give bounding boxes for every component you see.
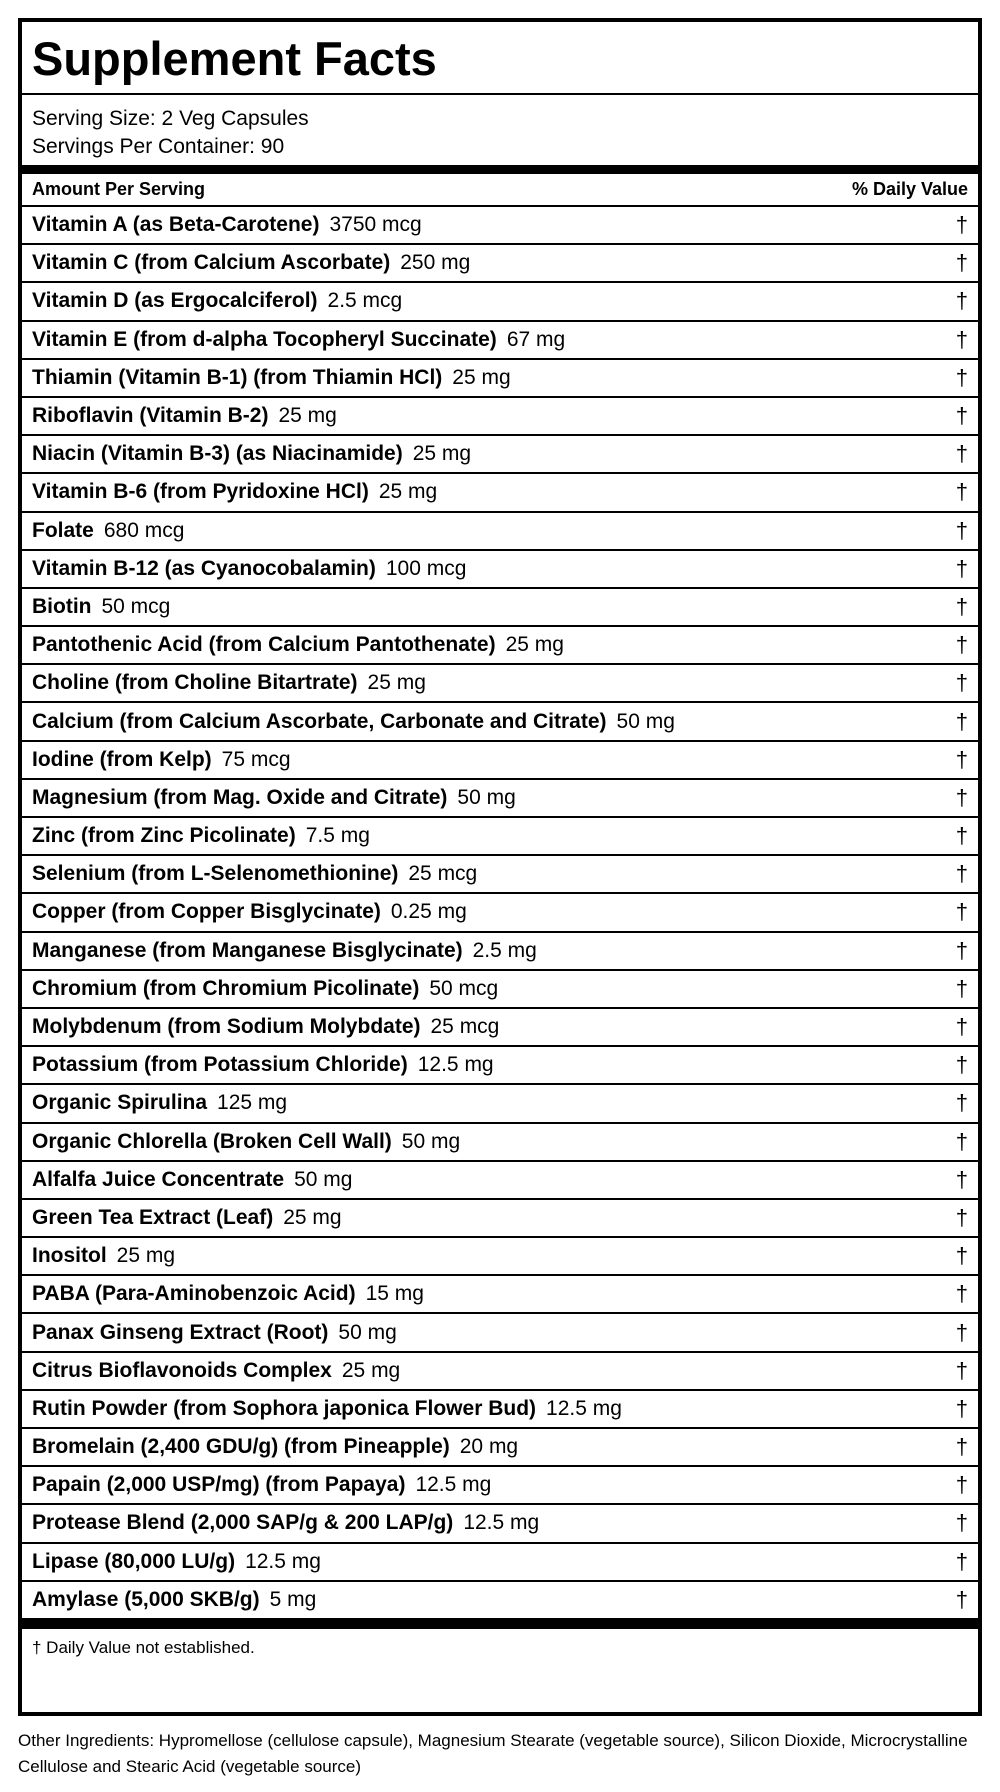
- nutrient-amount: 15 mg: [365, 1282, 424, 1306]
- daily-value-dagger: †: [955, 861, 968, 887]
- daily-value-dagger: †: [955, 975, 968, 1001]
- daily-value-dagger: †: [955, 899, 968, 925]
- daily-value-dagger: †: [955, 479, 968, 505]
- nutrient-row: [22, 818, 978, 856]
- daily-value-dagger: †: [955, 555, 968, 581]
- nutrient-row: [22, 1505, 978, 1543]
- daily-value-dagger: †: [955, 441, 968, 467]
- nutrient-name: Vitamin E (from d-alpha Tocopheryl Succinate): [32, 327, 497, 351]
- nutrient-list: [22, 207, 978, 1620]
- nutrient-left: [32, 1206, 342, 1230]
- nutrient-left: [32, 1435, 518, 1459]
- daily-value-dagger: †: [955, 1243, 968, 1269]
- nutrient-row: [22, 933, 978, 971]
- other-ingredients: Other Ingredients: Hypromellose (cellulose capsule), Magnesium Stearate (vegetable source), Silicon Dioxide, Microcrystalline Cellulose and Stearic Acid (vegetable source): [18, 1731, 968, 1776]
- nutrient-left: [32, 1282, 424, 1306]
- nutrient-row: [22, 436, 978, 474]
- servings-per-container: Servings Per Container: 90: [32, 135, 285, 158]
- nutrient-left: [32, 1053, 494, 1077]
- daily-value-dagger: †: [955, 1357, 968, 1383]
- nutrient-left: [32, 900, 467, 924]
- nutrient-row: [22, 1467, 978, 1505]
- nutrient-amount: 67 mg: [506, 327, 566, 351]
- nutrient-amount: 12.5 mg: [463, 1511, 540, 1535]
- nutrient-amount: 50 mcg: [429, 976, 499, 1000]
- nutrient-amount: 680 mcg: [103, 518, 185, 542]
- nutrient-amount: 3750 mcg: [329, 213, 422, 237]
- nutrient-left: [32, 1588, 316, 1612]
- daily-value-dagger: †: [955, 1548, 968, 1574]
- nutrient-row: [22, 1200, 978, 1238]
- nutrient-left: [32, 480, 437, 504]
- nutrient-left: [32, 1550, 321, 1574]
- nutrient-name: Selenium (from L-Selenomethionine): [32, 862, 399, 886]
- daily-value-dagger: †: [955, 937, 968, 963]
- daily-value-dagger: †: [955, 403, 968, 429]
- nutrient-name: Citrus Bioflavonoids Complex: [32, 1358, 332, 1382]
- nutrient-amount: 25 mg: [278, 404, 337, 428]
- nutrient-name: Bromelain (2,400 GDU/g) (from Pineapple): [32, 1435, 450, 1459]
- nutrient-name: Magnesium (from Mag. Oxide and Citrate): [32, 785, 448, 809]
- nutrient-row: [22, 245, 978, 283]
- nutrient-row: [22, 1276, 978, 1314]
- nutrient-left: [32, 824, 370, 848]
- daily-value-dagger: †: [955, 1204, 968, 1230]
- nutrient-row: [22, 207, 978, 245]
- nutrient-left: [32, 1130, 460, 1154]
- daily-value-dagger: †: [955, 670, 968, 696]
- daily-value-dagger: †: [955, 1319, 968, 1345]
- nutrient-amount: 25 mg: [341, 1358, 401, 1382]
- nutrient-amount: 2.5 mcg: [327, 289, 403, 313]
- nutrient-amount: 12.5 mg: [415, 1473, 492, 1497]
- nutrient-amount: 25 mg: [283, 1205, 342, 1229]
- nutrient-left: [32, 1244, 175, 1268]
- nutrient-amount: 75 mcg: [221, 747, 291, 771]
- nutrient-left: [32, 289, 402, 313]
- nutrient-name: Papain (2,000 USP/mg) (from Papaya): [32, 1473, 406, 1497]
- nutrient-name: PABA (Para-Aminobenzoic Acid): [32, 1282, 356, 1306]
- nutrient-row: [22, 360, 978, 398]
- nutrient-name: Potassium (from Potassium Chloride): [32, 1053, 408, 1077]
- nutrient-name: Pantothenic Acid (from Calcium Pantothenate): [32, 633, 496, 657]
- nutrient-name: Vitamin D (as Ergocalciferol): [32, 289, 318, 313]
- nutrient-name: Copper (from Copper Bisglycinate): [32, 900, 381, 924]
- daily-value-dagger: †: [955, 288, 968, 314]
- nutrient-amount: 100 mcg: [385, 556, 467, 580]
- nutrient-left: [32, 977, 498, 1001]
- nutrient-row: [22, 322, 978, 360]
- nutrient-left: [32, 1511, 539, 1535]
- daily-value-dagger: †: [955, 1586, 968, 1612]
- nutrient-name: Choline (from Choline Bitartrate): [32, 671, 358, 695]
- nutrient-name: Rutin Powder (from Sophora japonica Flower Bud): [32, 1396, 537, 1420]
- nutrient-left: [32, 251, 470, 275]
- nutrient-row: [22, 1085, 978, 1123]
- nutrient-left: [32, 748, 291, 772]
- nutrient-left: [32, 328, 565, 352]
- nutrient-name: Iodine (from Kelp): [32, 747, 212, 771]
- nutrient-amount: 12.5 mg: [245, 1549, 321, 1573]
- nutrient-row: [22, 474, 978, 512]
- nutrient-name: Inositol: [32, 1244, 107, 1268]
- nutrient-amount: 25 mg: [452, 365, 511, 389]
- nutrient-row: [22, 1429, 978, 1467]
- serving-size: Serving Size: 2 Veg Capsules: [32, 107, 309, 130]
- thick-divider-bottom: [22, 1620, 978, 1629]
- nutrient-name: Lipase (80,000 LU/g): [32, 1549, 236, 1573]
- daily-value-dagger: †: [955, 1128, 968, 1154]
- nutrient-amount: 25 mg: [412, 442, 472, 466]
- nutrient-left: [32, 595, 170, 619]
- nutrient-amount: 20 mg: [459, 1435, 519, 1459]
- nutrient-row: [22, 742, 978, 780]
- nutrient-left: [32, 786, 516, 810]
- daily-value-dagger: †: [955, 1510, 968, 1536]
- nutrient-name: Zinc (from Zinc Picolinate): [32, 824, 296, 848]
- nutrient-row: [22, 1162, 978, 1200]
- nutrient-left: [32, 1473, 491, 1497]
- nutrient-amount: 50 mg: [294, 1167, 353, 1191]
- nutrient-amount: 50 mg: [401, 1129, 461, 1153]
- nutrient-left: [32, 633, 564, 657]
- nutrient-amount: 12.5 mg: [417, 1053, 494, 1077]
- nutrient-row: [22, 283, 978, 321]
- daily-value-dagger: †: [955, 250, 968, 276]
- nutrient-name: Panax Ginseng Extract (Root): [32, 1320, 329, 1344]
- column-header-row: [22, 174, 978, 207]
- daily-value-dagger: †: [955, 1052, 968, 1078]
- nutrient-name: Vitamin B-12 (as Cyanocobalamin): [32, 556, 376, 580]
- nutrient-amount: 25 mg: [116, 1244, 176, 1268]
- daily-value-dagger: †: [955, 517, 968, 543]
- nutrient-row: [22, 894, 978, 932]
- nutrient-left: [32, 366, 511, 390]
- nutrient-name: Green Tea Extract (Leaf): [32, 1205, 274, 1229]
- nutrient-name: Calcium (from Calcium Ascorbate, Carbonate and Citrate): [32, 709, 607, 733]
- daily-value-dagger: †: [955, 326, 968, 352]
- daily-value-dagger: †: [955, 746, 968, 772]
- nutrient-row: [22, 1124, 978, 1162]
- nutrient-row: [22, 1047, 978, 1085]
- footnote: † Daily Value not established.: [32, 1637, 255, 1657]
- nutrient-left: [32, 1091, 287, 1115]
- daily-value-dagger: †: [955, 1014, 968, 1040]
- nutrient-amount: 25 mcg: [408, 862, 478, 886]
- nutrient-row: [22, 1353, 978, 1391]
- nutrient-left: [32, 710, 675, 734]
- daily-value-dagger: †: [955, 1395, 968, 1421]
- nutrient-name: Biotin: [32, 594, 92, 618]
- nutrient-amount: 7.5 mg: [305, 824, 370, 848]
- nutrient-amount: 5 mg: [269, 1587, 317, 1611]
- nutrient-name: Manganese (from Manganese Bisglycinate): [32, 938, 463, 962]
- nutrient-name: Organic Spirulina: [32, 1091, 208, 1115]
- nutrient-left: [32, 1359, 400, 1383]
- nutrient-name: Vitamin B-6 (from Pyridoxine HCl): [32, 480, 369, 504]
- nutrient-row: [22, 1009, 978, 1047]
- nutrient-amount: 25 mg: [367, 671, 426, 695]
- nutrient-amount: 250 mg: [400, 251, 471, 275]
- nutrient-name: Vitamin A (as Beta-Carotene): [32, 213, 320, 237]
- nutrient-left: [32, 939, 537, 963]
- daily-value-dagger: †: [955, 364, 968, 390]
- daily-value-dagger: †: [955, 593, 968, 619]
- nutrient-row: [22, 1391, 978, 1429]
- nutrient-left: [32, 1321, 397, 1345]
- nutrient-amount: 125 mg: [217, 1091, 288, 1115]
- nutrient-amount: 50 mg: [616, 709, 675, 733]
- nutrient-amount: 50 mg: [338, 1320, 397, 1344]
- daily-value-dagger: †: [955, 212, 968, 238]
- nutrient-row: [22, 971, 978, 1009]
- nutrient-row: [22, 627, 978, 665]
- nutrient-amount: 25 mg: [505, 633, 564, 657]
- nutrient-name: Folate: [32, 518, 94, 542]
- daily-value-header: % Daily Value: [851, 179, 968, 199]
- nutrient-amount: 25 mcg: [430, 1015, 500, 1039]
- daily-value-dagger: †: [955, 1281, 968, 1307]
- nutrient-name: Organic Chlorella (Broken Cell Wall): [32, 1129, 392, 1153]
- nutrient-name: Thiamin (Vitamin B-1) (from Thiamin HCl): [32, 365, 443, 389]
- nutrient-row: [22, 551, 978, 589]
- nutrient-name: Amylase (5,000 SKB/g): [32, 1587, 260, 1611]
- nutrient-row: [22, 1238, 978, 1276]
- nutrient-name: Niacin (Vitamin B-3) (as Niacinamide): [32, 442, 403, 466]
- nutrient-left: [32, 1015, 499, 1039]
- panel-title: Supplement Facts: [22, 22, 978, 95]
- daily-value-dagger: †: [955, 708, 968, 734]
- nutrient-left: [32, 1397, 622, 1421]
- nutrient-name: Molybdenum (from Sodium Molybdate): [32, 1015, 421, 1039]
- nutrient-row: [22, 665, 978, 703]
- nutrient-name: Protease Blend (2,000 SAP/g & 200 LAP/g): [32, 1511, 454, 1535]
- nutrient-left: [32, 519, 184, 543]
- daily-value-dagger: †: [955, 1434, 968, 1460]
- nutrient-amount: 2.5 mg: [472, 938, 537, 962]
- nutrient-name: Alfalfa Juice Concentrate: [32, 1167, 285, 1191]
- nutrient-name: Riboflavin (Vitamin B-2): [32, 404, 269, 428]
- nutrient-left: [32, 213, 422, 237]
- nutrient-left: [32, 557, 466, 581]
- nutrient-row: [22, 1582, 978, 1620]
- daily-value-dagger: †: [955, 632, 968, 658]
- nutrient-row: [22, 1314, 978, 1352]
- serving-info: [22, 95, 978, 165]
- daily-value-dagger: †: [955, 1090, 968, 1116]
- nutrient-row: [22, 589, 978, 627]
- nutrient-row: [22, 856, 978, 894]
- nutrient-amount: 50 mg: [457, 785, 516, 809]
- nutrient-amount: 25 mg: [378, 480, 438, 504]
- nutrient-row: [22, 398, 978, 436]
- daily-value-dagger: †: [955, 1166, 968, 1192]
- daily-value-dagger: †: [955, 1472, 968, 1498]
- daily-value-dagger: †: [955, 784, 968, 810]
- nutrient-amount: 50 mcg: [101, 594, 171, 618]
- nutrient-amount: 0.25 mg: [390, 900, 467, 924]
- amount-per-serving-header: Amount Per Serving: [32, 179, 206, 199]
- nutrient-row: [22, 780, 978, 818]
- nutrient-amount: 12.5 mg: [546, 1396, 622, 1420]
- nutrient-row: [22, 1544, 978, 1582]
- supplement-facts-panel: [18, 18, 982, 1716]
- nutrient-left: [32, 1168, 352, 1192]
- nutrient-left: [32, 404, 337, 428]
- nutrient-row: [22, 513, 978, 551]
- nutrient-left: [32, 442, 471, 466]
- nutrient-row: [22, 703, 978, 741]
- nutrient-name: Chromium (from Chromium Picolinate): [32, 976, 420, 1000]
- nutrient-name: Vitamin C (from Calcium Ascorbate): [32, 251, 391, 275]
- nutrient-left: [32, 671, 426, 695]
- daily-value-dagger: †: [955, 823, 968, 849]
- nutrient-left: [32, 862, 477, 886]
- thick-divider: [22, 165, 978, 174]
